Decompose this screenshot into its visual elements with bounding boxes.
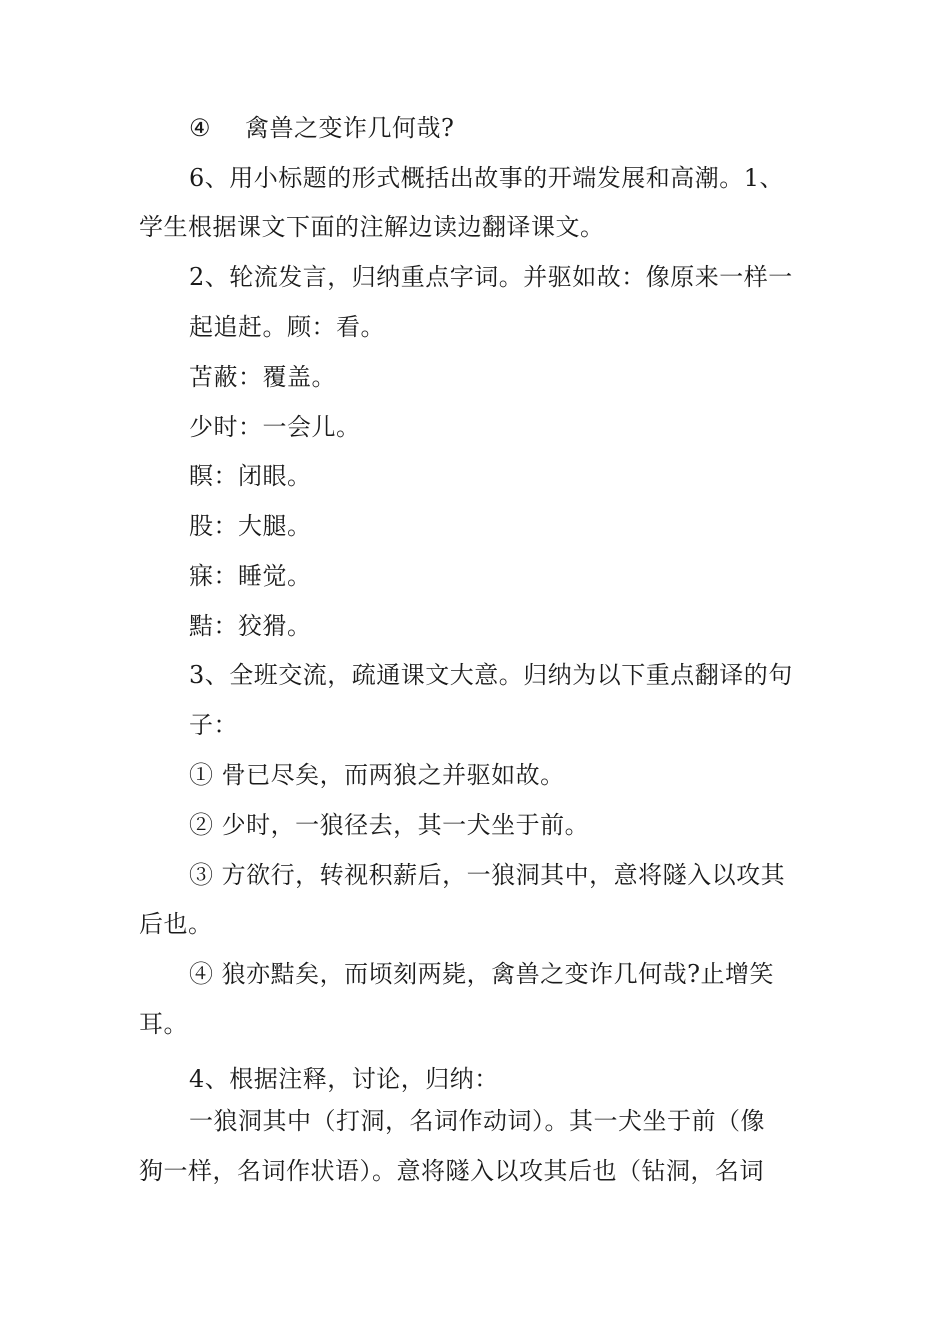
paragraph-line: 2、轮流发言，归纳重点字词。并驱如故：像原来一样一 [189,263,793,291]
paragraph-line: 3、全班交流，疏通课文大意。归纳为以下重点翻译的句 [189,661,793,689]
paragraph-line: 6、用小标题的形式概括出故事的开端发展和高潮。1、 [189,164,785,192]
question-text: 禽兽之变诈几何哉? [245,114,455,142]
circled-number: ④ [189,114,212,142]
sentence-line: 耳。 [139,1010,188,1038]
paragraph-line: 起追赶。顾：看。 [189,313,385,341]
vocab-line: 寐：睡觉。 [189,562,312,590]
paragraph-line: 一狼洞其中（打洞，名词作动词）。其一犬坐于前（像 [189,1107,765,1135]
sentence-line: ③ 方欲行，转视积薪后，一狼洞其中，意将隧入以攻其 [189,861,786,889]
paragraph-line: 学生根据课文下面的注解边读边翻译课文。 [139,213,605,241]
sentence-line: ① 骨已尽矣，而两狼之并驱如故。 [189,761,565,789]
paragraph-line: 4、根据注释，讨论，归纳： [189,1065,499,1093]
sentence-line: ④ 狼亦黠矣，而顷刻两毙，禽兽之变诈几何哉?止增笑 [189,960,774,988]
vocab-line: 苫蔽：覆盖。 [189,363,336,391]
sentence-line: 后也。 [139,910,213,938]
vocab-line: 股：大腿。 [189,512,312,540]
question-4-line [189,113,869,143]
sentence-line: ② 少时，一狼径去，其一犬坐于前。 [189,811,590,839]
vocab-line: 瞑：闭眼。 [189,462,312,490]
vocab-line: 黠：狡猾。 [189,612,312,640]
paragraph-line: 子： [189,711,238,739]
paragraph-line: 狗一样，名词作状语）。意将隧入以攻其后也（钻洞，名词 [139,1157,764,1185]
vocab-line: 少时：一会儿。 [189,413,361,441]
